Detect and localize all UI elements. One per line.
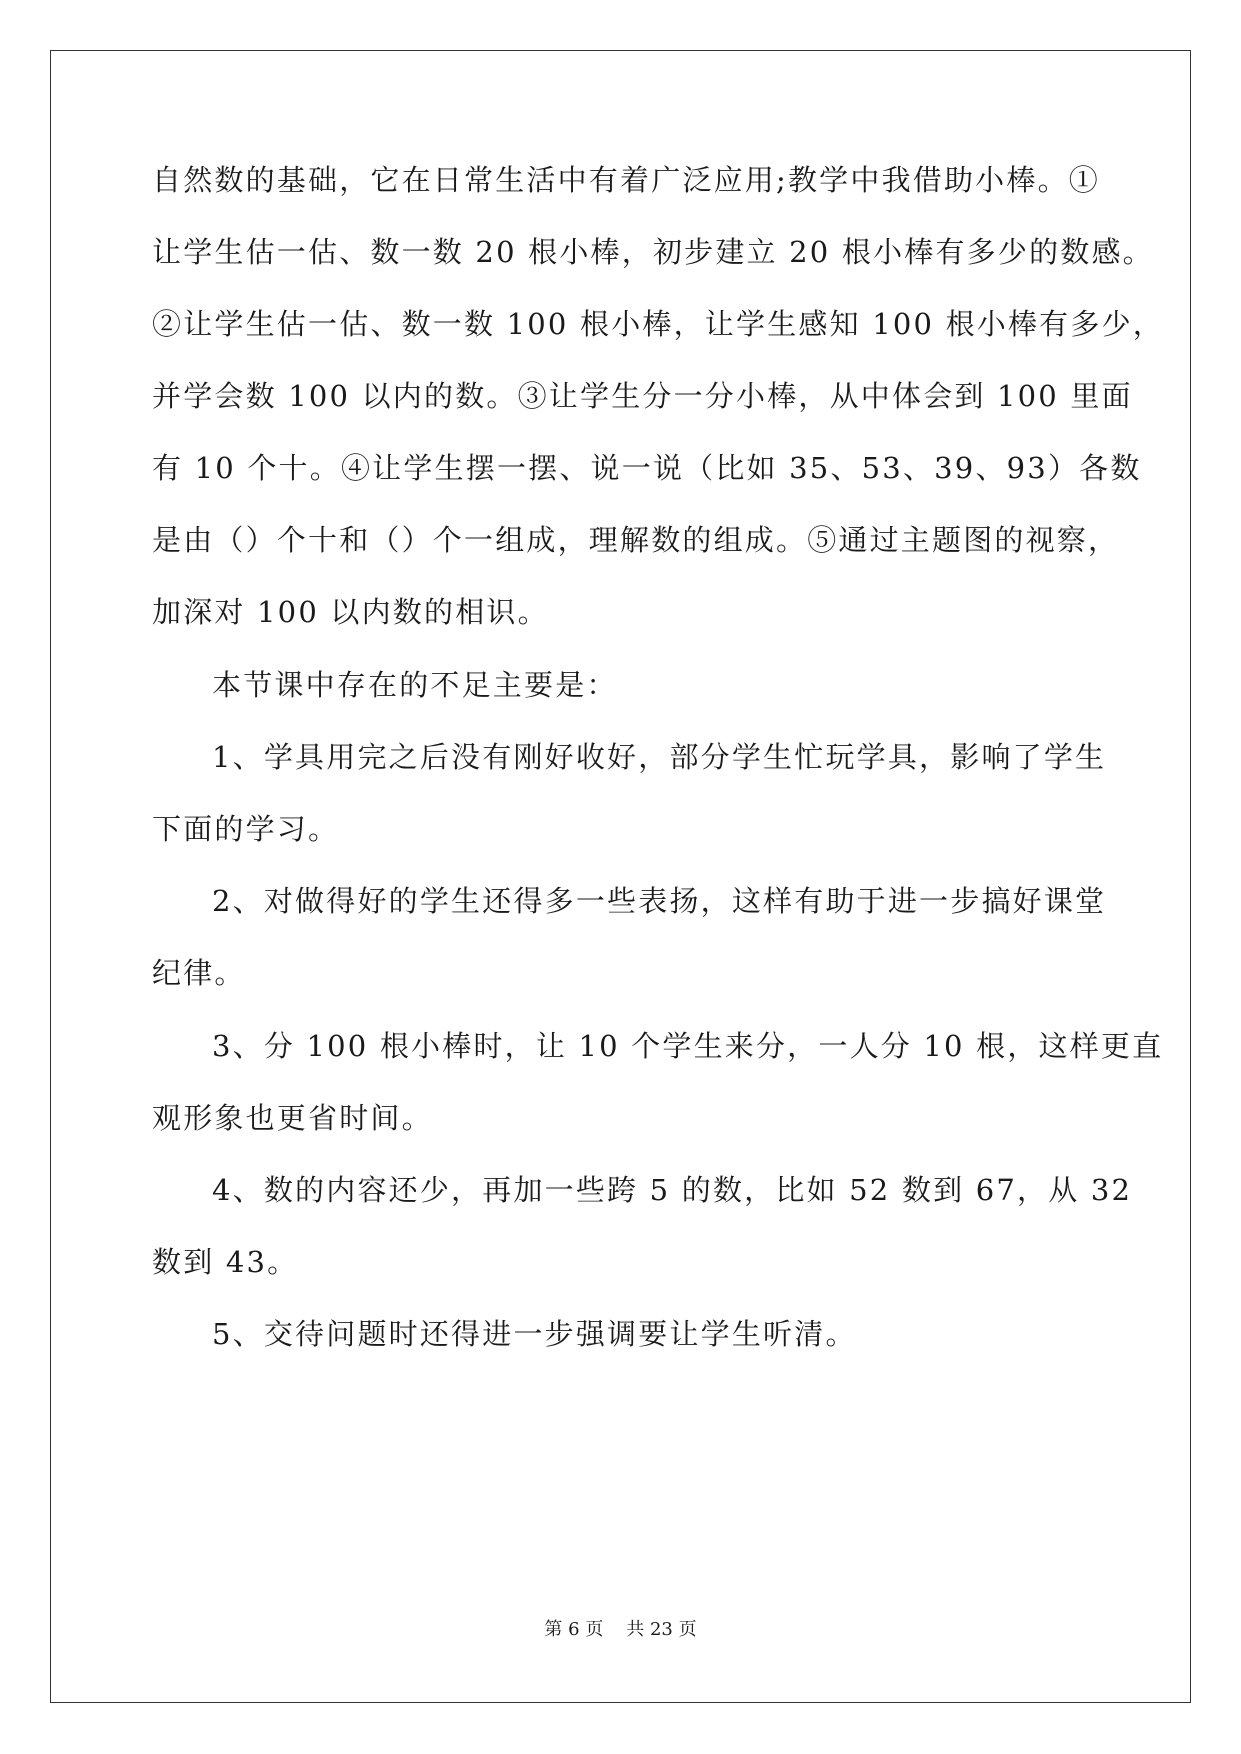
text-line: 让学生估一估、数一数 20 根小棒，初步建立 20 根小棒有多少的数感。 [152,235,1154,269]
text-line: 自然数的基础，它在日常生活中有着广泛应用;教学中我借助小棒。① [152,163,1100,197]
text-line: 加深对 100 以内数的相识。 [152,595,549,629]
page-border [50,50,1191,1703]
section-heading: 本节课中存在的不足主要是： [212,668,618,702]
footer-spacer [603,1619,626,1640]
text-line: 观形象也更省时间。 [152,1101,433,1135]
text-line: 有 10 个十。④让学生摆一摆、说一说（比如 35、53、39、93）各数 [152,451,1142,485]
text-line: 数到 43。 [152,1245,299,1279]
list-item: 2、对做得好的学生还得多一些表扬，这样有助于进一步搞好课堂 [212,884,1107,918]
text-line: 是由（）个十和（）个一组成，理解数的组成。⑤通过主题图的视察， [152,523,1120,557]
text-line: 下面的学习。 [152,812,340,846]
list-item: 4、数的内容还少，再加一些跨 5 的数，比如 52 数到 67，从 32 [212,1173,1133,1207]
text-line: 纪律。 [152,956,246,990]
page-footer [0,1618,1241,1642]
list-item: 3、分 100 根小棒时，让 10 个学生来分，一人分 10 根，这样更直 [212,1029,1164,1063]
list-item: 5、交待问题时还得进一步强调要让学生听清。 [212,1317,857,1351]
page-total: 共 23 页 [626,1619,697,1640]
text-line: ②让学生估一估、数一数 100 根小棒，让学生感知 100 根小棒有多少， [152,307,1164,341]
page-number: 第 6 页 [544,1619,604,1640]
text-line: 并学会数 100 以内的数。③让学生分一分小棒，从中体会到 100 里面 [152,379,1133,413]
list-item: 1、学具用完之后没有刚好收好，部分学生忙玩学具，影响了学生 [212,740,1107,774]
